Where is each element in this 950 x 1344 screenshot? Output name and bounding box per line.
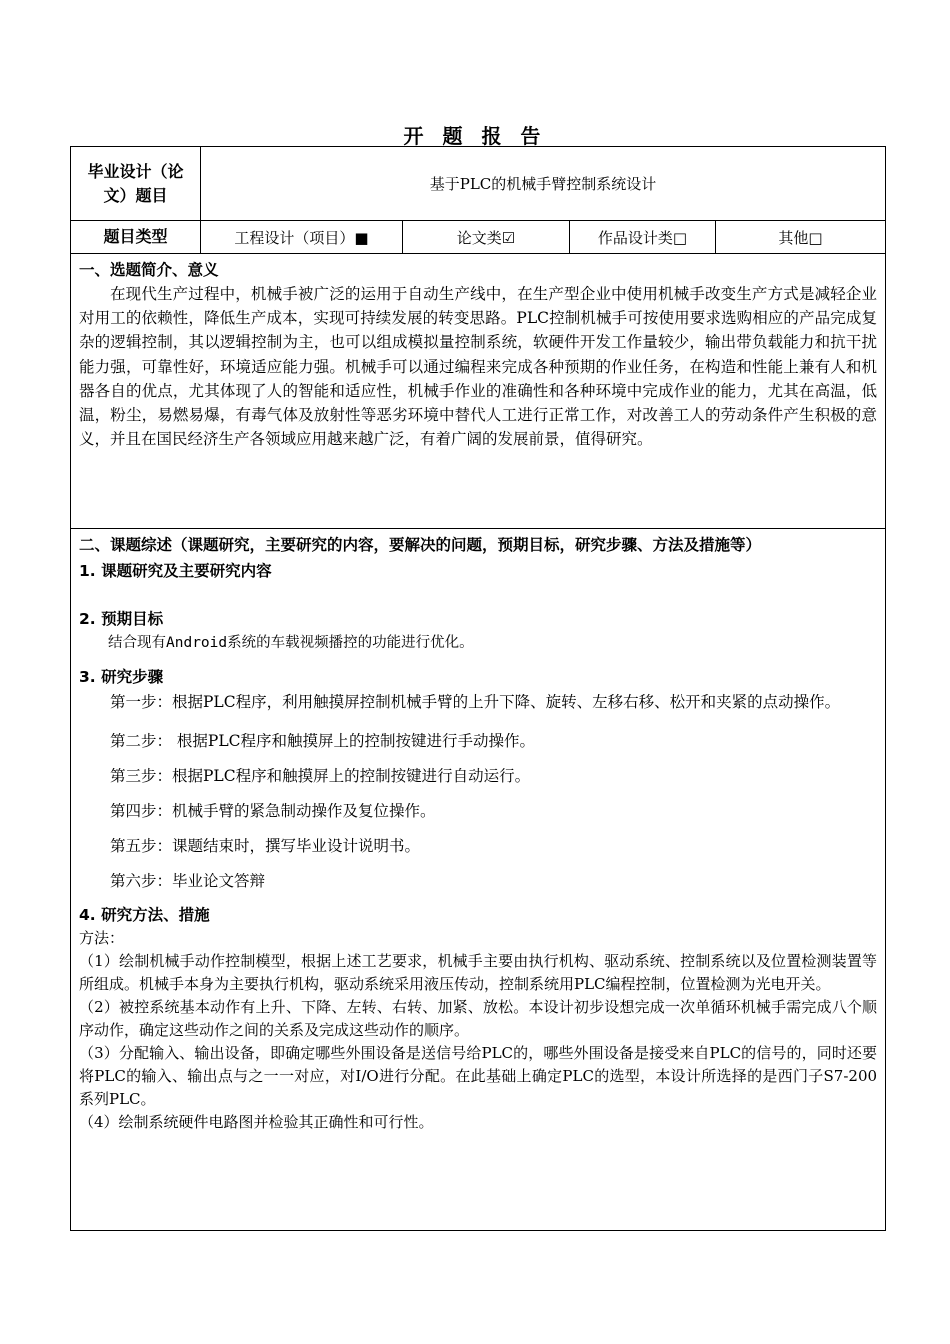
section2-cell (71, 529, 886, 1231)
research-content-heading: 1. 课题研究及主要研究内容 (79, 562, 272, 580)
topic-value: 基于PLC的机械手臂控制系统设计 (201, 147, 886, 221)
research-methods-heading: 4. 研究方法、措施 (79, 906, 210, 924)
method-4: （4）绘制系统硬件电路图并检验其正确性和可行性。 (79, 1113, 434, 1131)
section1-heading: 一、选题简介、意义 (79, 261, 219, 279)
section2-row (71, 529, 886, 1231)
step-2: 第二步： 根据PLC程序和触摸屏上的控制按键进行手动操作。 (110, 732, 536, 750)
step-6: 第六步：毕业论文答辩 (110, 872, 266, 890)
method-1: （1）绘制机械手动作控制模型，根据上述工艺要求，机械手主要由执行机构、驱动系统、控制系统以及位置检测装置等所组成。机械手本身为主要执行机构，驱动系统采用液压传动，控制系统用PLC编程控制，位置检测为光电开关。 (79, 952, 878, 993)
type-option-other: 其他□ (716, 221, 886, 254)
step-1: 第一步：根据PLC程序，利用触摸屏控制机械手臂的上升下降、旋转、左移右移、松开和夹紧的点动操作。 (110, 693, 841, 711)
section1-cell (71, 254, 886, 529)
report-title: 开 题 报 告 (403, 124, 547, 148)
step-5: 第五步：课题结束时，撰写毕业设计说明书。 (110, 837, 421, 855)
section1-row (71, 254, 886, 529)
type-option-engineering: 工程设计（项目）■ (201, 221, 403, 254)
topic-type-row (71, 221, 886, 254)
step-4: 第四步：机械手臂的紧急制动操作及复位操作。 (110, 802, 436, 820)
section1-paragraph: 在现代生产过程中，机械手被广泛的运用于自动生产线中，在生产型企业中使用机械手改变生产方式是减轻企业对用工的依赖性，降低生产成本，实现可持续发展的转变思路。PLC控制机械手可按使用要求选购相应的产品完成复杂的逻辑控制，其以逻辑控制为主，也可以组成模拟量控制系统，软硬件开发工作量较少，输出带负载能力和抗干扰能力强，可靠性好，环境适应能力强。机械手可以通过编程来完成各种预期的作业任务，在构造和性能上兼有人和机器各自的优点，尤其体现了人的智能和适应性，机械手作业的准确性和各种环境中完成作业的能力，尤其在高温，低温，粉尘，易燃易爆，有毒气体及放射性等恶劣环境中替代人工进行正常工作，对改善工人的劳动条件产生积极的意义，并且在国民经济生产各领域应用越来越广泛，有着广阔的发展前景，值得研究。 (79, 285, 878, 449)
method-3: （3）分配输入、输出设备，即确定哪些外围设备是送信号给PLC的，哪些外围设备是接受来自PLC的信号的，同时还要将PLC的输入、输出点与之一一对应，对I/O进行分配。在此基础上确定PLC的选型，本设计所选择的是西门子S7-200系列PLC。 (79, 1044, 878, 1108)
topic-row (71, 147, 886, 221)
topic-type-label: 题目类型 (71, 221, 201, 254)
section2-heading: 二、课题综述（课题研究，主要研究的内容，要解决的问题，预期目标，研究步骤、方法及措施等） (79, 536, 762, 554)
expected-goal-heading: 2. 预期目标 (79, 610, 164, 628)
type-option-thesis: 论文类☑ (403, 221, 570, 254)
type-option-work-design: 作品设计类□ (570, 221, 716, 254)
topic-label: 毕业设计（论文）题目 (71, 147, 201, 221)
method-2: （2）被控系统基本动作有上升、下降、左转、右转、加紧、放松。本设计初步设想完成一次单循环机械手需完成八个顺序动作，确定这些动作之间的关系及完成这些动作的顺序。 (79, 998, 878, 1039)
proposal-form-table (70, 146, 886, 1231)
research-steps-heading: 3. 研究步骤 (79, 668, 164, 686)
expected-goal-text: 结合现有Android系统的车载视频播控的功能进行优化。 (108, 635, 474, 651)
step-3: 第三步：根据PLC程序和触摸屏上的控制按键进行自动运行。 (110, 767, 531, 785)
methods-label: 方法： (79, 929, 125, 947)
